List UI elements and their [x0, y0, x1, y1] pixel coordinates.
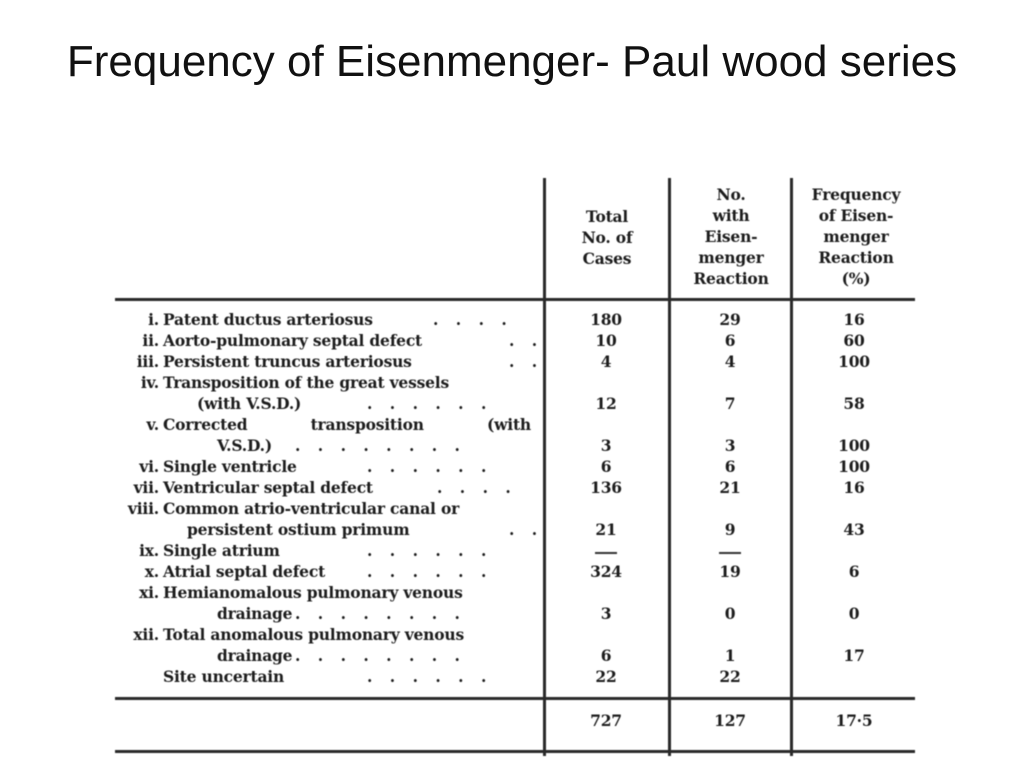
frequency-cell: 16	[843, 478, 865, 497]
row-label: Common atrio-ventricular canal or	[163, 499, 460, 518]
grand-total-with-reaction: 127	[714, 711, 746, 730]
row-label-continued: (with V.S.D.)	[197, 394, 302, 413]
frequency-cell: 16	[843, 310, 865, 329]
row-number: iii.	[136, 352, 159, 371]
total-cases-cell: 6	[600, 457, 612, 476]
row-label	[163, 415, 531, 434]
row-label: Persistent truncus arteriosus	[163, 352, 412, 371]
leader-dots: . . . . . .	[367, 667, 493, 686]
row-number: vi.	[139, 457, 159, 476]
frequency-cell: 100	[838, 352, 870, 371]
total-cases-cell: 12	[595, 394, 617, 413]
row-label: Ventricular septal defect	[163, 478, 373, 497]
frequency-cell: 6	[848, 562, 860, 581]
leader-dots: . . . . . .	[367, 457, 493, 476]
row-label: Site uncertain	[163, 667, 285, 686]
frequency-cell: 43	[843, 520, 865, 539]
row-number: viii.	[127, 499, 159, 518]
row-label-part: Corrected	[163, 415, 248, 434]
header-rule	[115, 298, 915, 301]
row-number: ii.	[142, 331, 159, 350]
frequency-cell: 100	[838, 436, 870, 455]
with-reaction-cell: 3	[724, 436, 736, 455]
row-number: v.	[146, 415, 159, 434]
with-reaction-cell: 22	[719, 667, 741, 686]
leader-dots: . . . .	[433, 310, 513, 329]
column-rule-1	[543, 178, 546, 756]
leader-dots: . .	[509, 520, 544, 539]
grand-total-cases: 727	[590, 711, 622, 730]
row-number: xi.	[139, 583, 159, 602]
total-cases-cell: 10	[595, 331, 617, 350]
row-label: Single ventricle	[163, 457, 297, 476]
row-label: Aorto-pulmonary septal defect	[163, 331, 423, 350]
slide-title: Frequency of Eisenmenger- Paul wood series	[66, 37, 958, 86]
frequency-cell: 100	[838, 457, 870, 476]
total-cases-cell: 4	[600, 352, 612, 371]
row-label: Atrial septal defect	[163, 562, 326, 581]
total-cases-cell: 136	[590, 478, 622, 497]
leader-dots: . . . .	[437, 478, 517, 497]
row-label-part: (with	[487, 415, 531, 434]
leader-dots: . . . . . .	[367, 562, 493, 581]
with-reaction-cell: 0	[724, 604, 736, 623]
with-reaction-cell: 7	[724, 394, 736, 413]
leader-dots: . . . . . . . .	[295, 436, 466, 455]
frequency-cell: 58	[843, 394, 865, 413]
row-label-part: transposition	[310, 415, 424, 434]
leader-dots: . .	[509, 352, 544, 371]
total-cases-cell: 22	[595, 667, 617, 686]
header-frequency: Frequency of Eisen- menger Reaction (%)	[811, 185, 901, 288]
row-label: Patent ductus arteriosus	[163, 310, 373, 329]
with-reaction-cell: 1	[724, 646, 736, 665]
leader-dots: . . . . . . . .	[295, 646, 466, 665]
with-reaction-cell: 6	[724, 331, 736, 350]
header-total-cases: Total No. of Cases	[581, 207, 633, 268]
row-label: Transposition of the great vessels	[163, 373, 450, 392]
row-number: xii.	[133, 625, 159, 644]
with-reaction-cell: 21	[719, 478, 741, 497]
frequency-cell: 60	[843, 331, 865, 350]
column-rule-2	[668, 178, 671, 756]
total-cases-cell: 180	[590, 310, 622, 329]
eisenmenger-frequency-table	[115, 176, 917, 760]
row-number: ix.	[139, 541, 159, 560]
row-number: x.	[144, 562, 159, 581]
overall-frequency: 17·5	[835, 711, 873, 730]
row-label-continued: persistent ostium primum	[187, 520, 410, 539]
leader-dots: . .	[509, 331, 544, 350]
totals-rule	[115, 697, 915, 700]
total-cases-cell: 3	[600, 436, 612, 455]
row-label: Hemianomalous pulmonary venous	[163, 583, 463, 602]
row-label-continued: drainage	[217, 646, 293, 665]
total-cases-cell: 3	[600, 604, 612, 623]
with-reaction-cell: 19	[719, 562, 741, 581]
frequency-cell: 17	[843, 646, 865, 665]
total-cases-cell: 6	[600, 646, 612, 665]
row-label-continued: drainage	[217, 604, 293, 623]
leader-dots: . . . . . .	[367, 394, 493, 413]
leader-dots: . . . . . .	[367, 541, 493, 560]
row-label: Total anomalous pulmonary venous	[163, 625, 464, 644]
row-number: i.	[148, 310, 159, 329]
row-number: iv.	[140, 373, 159, 392]
column-rule-3	[790, 178, 793, 756]
with-reaction-cell: 6	[724, 457, 736, 476]
leader-dots: . . . . . . . .	[295, 604, 466, 623]
with-reaction-cell: 9	[724, 520, 736, 539]
with-reaction-cell: 29	[719, 310, 741, 329]
header-with-reaction: No. with Eisen- menger Reaction	[693, 185, 769, 288]
total-cases-cell: 324	[590, 562, 622, 581]
row-label: Single atrium	[163, 541, 280, 560]
with-reaction-cell: 4	[724, 352, 736, 371]
total-cases-cell: 21	[595, 520, 617, 539]
row-number: vii.	[133, 478, 159, 497]
row-label-continued: V.S.D.)	[217, 436, 272, 455]
bottom-rule	[115, 750, 915, 753]
empty-cell-dash	[719, 552, 741, 554]
empty-cell-dash	[595, 552, 617, 554]
frequency-cell: 0	[848, 604, 860, 623]
